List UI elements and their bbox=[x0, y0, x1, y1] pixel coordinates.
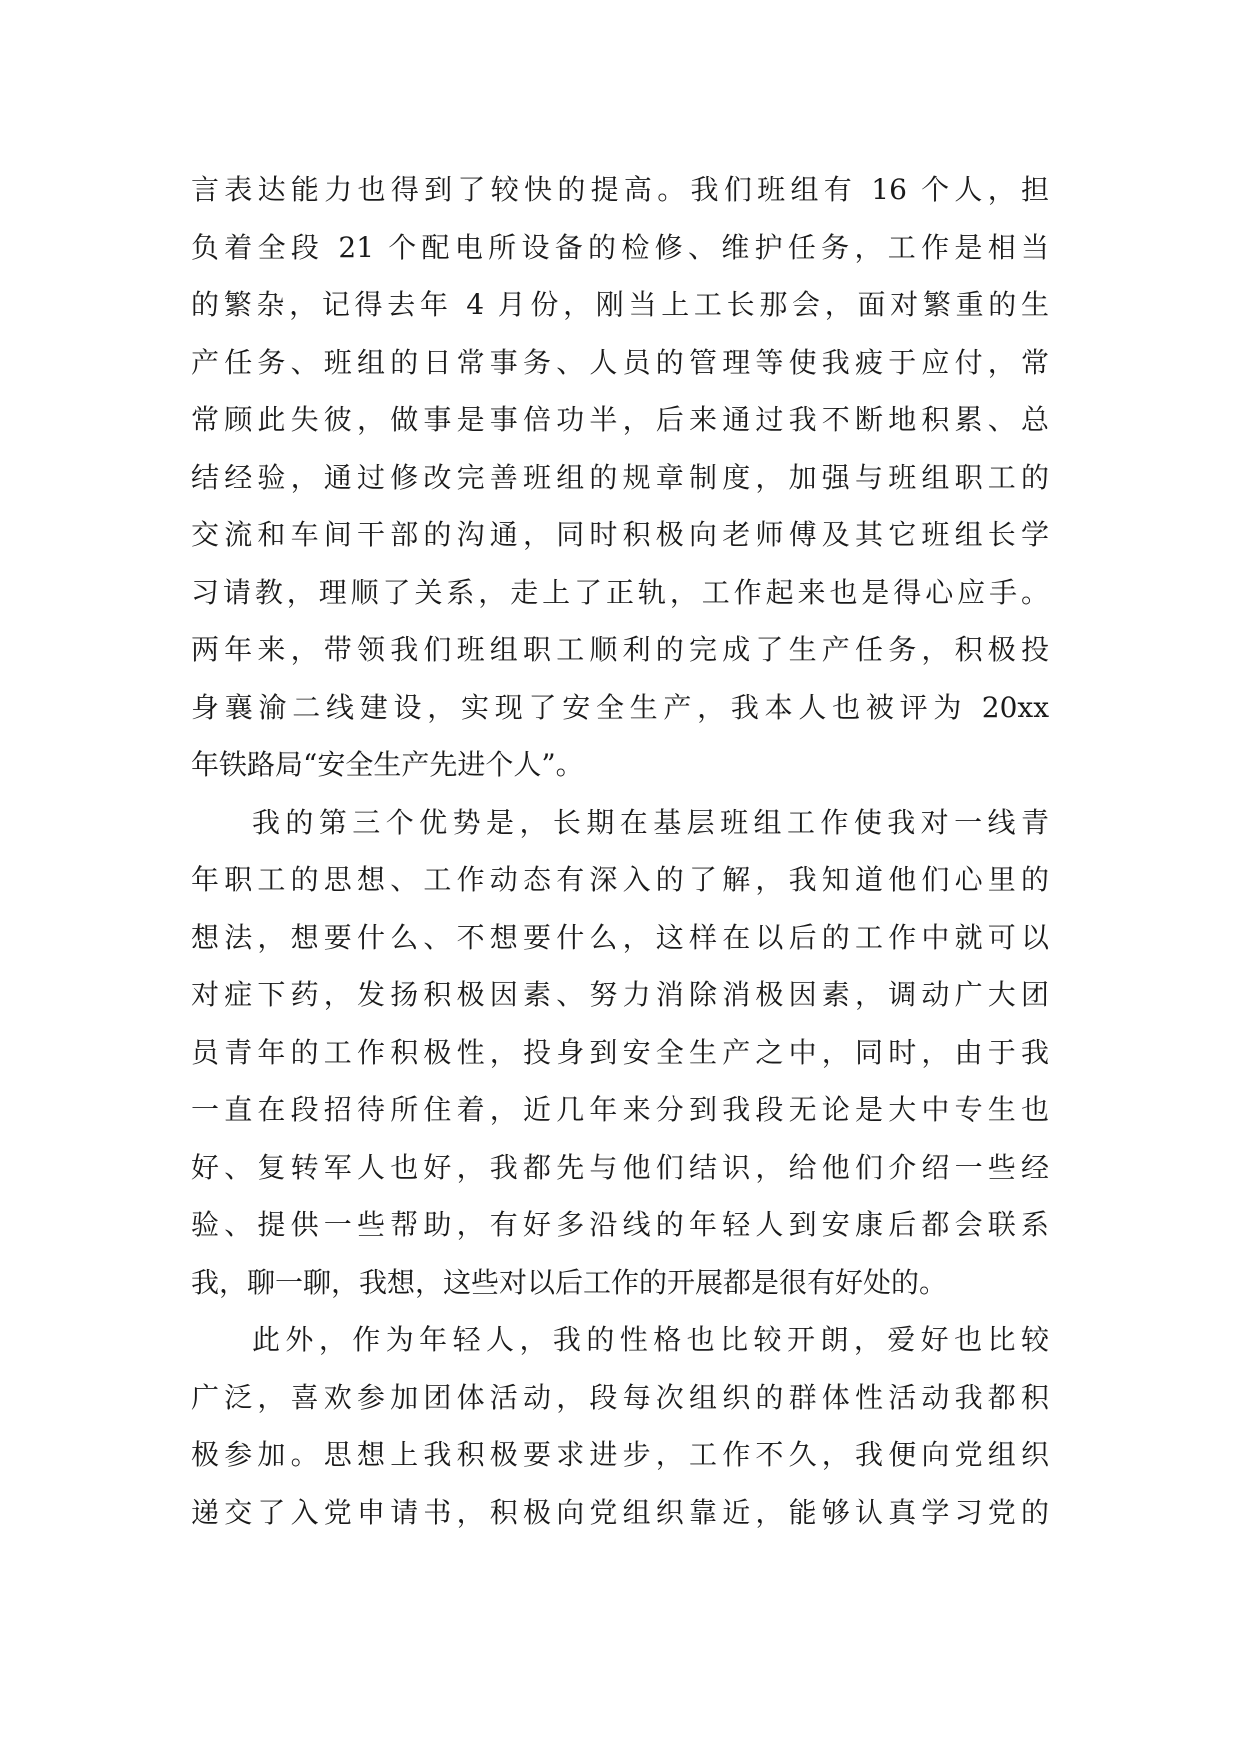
text-line: 言表达能力也得到了较快的提高。我们班组有 16 个人，担 bbox=[191, 173, 1049, 206]
text-line: 身襄渝二线建设，实现了安全生产，我本人也被评为 20xx bbox=[191, 690, 1049, 724]
text-line: 年铁路局“安全生产先进个人”。 bbox=[191, 748, 584, 781]
text-line: 广泛，喜欢参加团体活动，段每次组织的群体性活动我都积 bbox=[191, 1380, 1049, 1414]
text-line: 结经验，通过修改完善班组的规章制度，加强与班组职工的 bbox=[191, 460, 1049, 494]
text-line: 年职工的思想、工作动态有深入的了解，我知道他们心里的 bbox=[191, 863, 1049, 896]
text-line: 好、复转军人也好，我都先与他们结识，给他们介绍一些经 bbox=[191, 1150, 1049, 1184]
text-line: 习请教，理顺了关系，走上了正轨，工作起来也是得心应手。 bbox=[191, 575, 1049, 609]
text-line: 我，聊一聊，我想，这些对以后工作的开展都是很有好处的。 bbox=[191, 1265, 948, 1299]
text-line: 交流和车间干部的沟通，同时积极向老师傅及其它班组长学 bbox=[191, 518, 1049, 551]
body-text bbox=[191, 161, 1049, 1541]
text-line: 员青年的工作积极性，投身到安全生产之中，同时，由于我 bbox=[191, 1035, 1049, 1069]
text-line: 想法，想要什么、不想要什么，这样在以后的工作中就可以 bbox=[191, 920, 1049, 954]
paragraph-3 bbox=[191, 1311, 1049, 1541]
text-line: 我的第三个优势是，长期在基层班组工作使我对一线青 bbox=[252, 805, 1049, 839]
text-line: 产任务、班组的日常事务、人员的管理等使我疲于应付，常 bbox=[191, 345, 1049, 379]
text-line: 一直在段招待所住着，近几年来分到我段无论是大中专生也 bbox=[191, 1093, 1049, 1126]
text-line: 此外，作为年轻人，我的性格也比较开朗，爱好也比较 bbox=[252, 1323, 1049, 1356]
text-line: 的繁杂，记得去年 4 月份，刚当上工长那会，面对繁重的生 bbox=[191, 288, 1049, 321]
paragraph-2 bbox=[191, 794, 1049, 1312]
text-line: 负着全段 21 个配电所设备的检修、维护任务，工作是相当 bbox=[191, 230, 1049, 264]
text-line: 对症下药，发扬积极因素、努力消除消极因素，调动广大团 bbox=[191, 978, 1049, 1011]
paragraph-1 bbox=[191, 161, 1049, 794]
text-line: 常顾此失彼，做事是事倍功半，后来通过我不断地积累、总 bbox=[191, 403, 1049, 436]
text-line: 递交了入党申请书，积极向党组织靠近，能够认真学习党的 bbox=[191, 1495, 1049, 1529]
text-line: 验、提供一些帮助，有好多沿线的年轻人到安康后都会联系 bbox=[191, 1208, 1049, 1241]
text-line: 两年来，带领我们班组职工顺利的完成了生产任务，积极投 bbox=[191, 633, 1049, 666]
text-line: 极参加。思想上我积极要求进步，工作不久，我便向党组织 bbox=[191, 1438, 1049, 1471]
